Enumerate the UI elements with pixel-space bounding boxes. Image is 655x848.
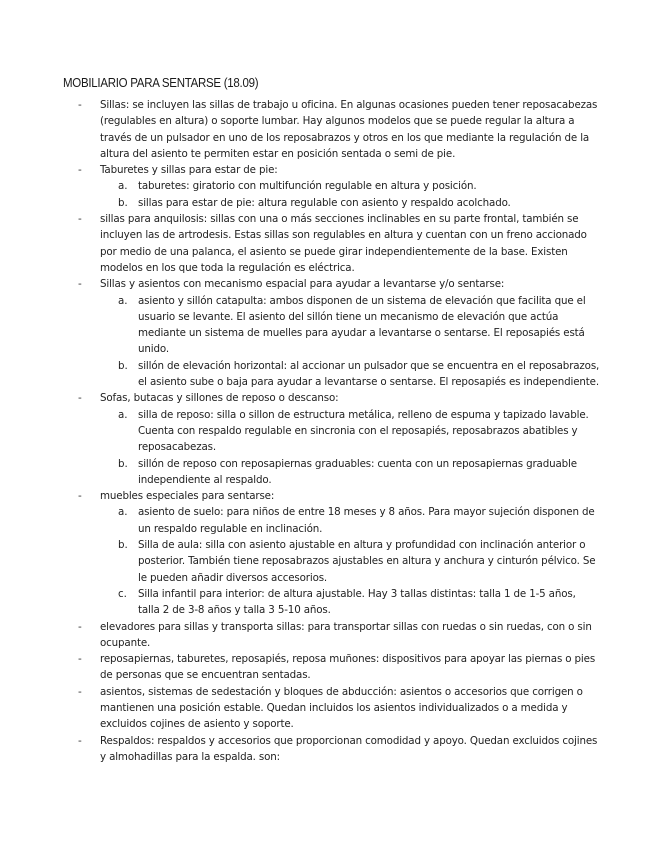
sub-list-item-text: sillón de reposo con reposapiernas graduables: cuenta con un reposapiernas graduable independiente al respaldo. <box>138 457 577 486</box>
sub-list-item <box>0 456 655 489</box>
sub-list-item <box>0 358 655 391</box>
list-item <box>0 733 655 766</box>
sub-list-item <box>0 178 655 194</box>
bullet-marker: - <box>78 392 82 405</box>
bullet-marker: - <box>78 685 82 698</box>
sub-list-item <box>0 504 655 537</box>
sub-list-item-text: Silla de aula: silla con asiento ajustable en altura y profundidad con inclinación anterior o posterior. También tiene reposabrazos ajustables en altura y anchura y cinturón pélvico. Se le pueden añadir diversos accesorios. <box>138 539 596 584</box>
list-item <box>0 684 655 733</box>
sub-list-marker: a. <box>118 506 128 519</box>
bullet-marker: - <box>78 620 82 633</box>
bullet-marker: - <box>78 490 82 503</box>
document-title: MOBILIARIO PARA SENTARSE (18.09) <box>63 76 259 90</box>
sub-list-item-text: silla de reposo: silla o sillon de estructura metálica, relleno de espuma y tapizado lavable. Cuenta con respaldo regulable en sincronia con el reposapiés, reposabrazos abatibles y reposacabezas. <box>138 408 589 454</box>
sub-list-marker: b. <box>118 457 128 470</box>
list-item <box>0 488 655 504</box>
sub-list-item-text: sillón de elevación horizontal: al accionar un pulsador que se encuentra en el reposabrazos, el asiento sube o baja para ayudar a levantarse o sentarse. El reposapiés es independiente. <box>138 359 600 389</box>
list-item <box>0 97 655 162</box>
sub-list-item <box>0 537 655 586</box>
sub-list-marker: b. <box>118 359 128 372</box>
list-item <box>0 619 655 652</box>
bullet-marker: - <box>78 213 82 226</box>
list-item <box>0 162 655 178</box>
list-item <box>0 211 655 276</box>
list-item-text: sillas para anquilosis: sillas con una o más secciones inclinables en su parte frontal, también se incluyen las de artrodesis. Estas sillas son regulables en altura y cuentan con un freno accionado por medio de una palanca, el asiento se puede girar independientemente de la base. Existen modelos en los que toda la regulación es eléctrica. <box>100 213 587 274</box>
list-item-text: Respaldos: respaldos y accesorios que proporcionan comodidad y apoyo. Quedan excluidos cojines y almohadillas para la espalda. son: <box>100 734 598 763</box>
sub-list-item-text: taburetes: giratorio con multifunción regulable en altura y posición. <box>138 180 477 193</box>
list-item <box>0 276 655 292</box>
sub-list-item <box>0 407 655 456</box>
list-item-text: Sillas y asientos con mecanismo espacial para ayudar a levantarse y/o sentarse: <box>100 278 505 291</box>
bullet-list <box>0 97 655 765</box>
bullet-marker: - <box>78 164 82 177</box>
list-item-text: Taburetes y sillas para estar de pie: <box>100 164 278 177</box>
list-item-text: Sillas: se incluyen las sillas de trabajo u oficina. En algunas ocasiones pueden tener reposacabezas (regulables en altura) o soporte lumbar. Hay algunos modelos que se puede regular la altura a través de un pulsador en uno de los reposabrazos y otros en los que mediante la regulación de la altura del asiento te permiten estar en posición sentada o semi de pie. <box>100 99 598 160</box>
sub-list-item <box>0 293 655 358</box>
bullet-marker: - <box>78 734 82 747</box>
sub-list-item-text: asiento de suelo: para niños de entre 18 meses y 8 años. Para mayor sujeción disponen de un respaldo regulable en inclinación. <box>138 506 595 535</box>
list-item <box>0 390 655 406</box>
sub-list-marker: b. <box>118 196 128 209</box>
sub-list-marker: a. <box>118 294 128 307</box>
list-item-text: asientos, sistemas de sedestación y bloques de abducción: asientos o accesorios que corrigen o mantienen una posición estable. Quedan incluidos los asientos individualizados o a medida y excluidos cojines de asiento y soporte. <box>100 685 583 731</box>
bullet-marker: - <box>78 653 82 666</box>
sub-list-marker: b. <box>118 539 128 552</box>
sub-list-item-text: sillas para estar de pie: altura regulable con asiento y respaldo acolchado. <box>138 196 511 209</box>
bullet-marker: - <box>78 99 82 111</box>
sub-list-item-text: Silla infantil para interior: de altura ajustable. Hay 3 tallas distintas: talla 1 de 1-5 años, talla 2 de 3-8 años y talla 3 5-10 años. <box>138 587 576 617</box>
sub-list-item-text: asiento y sillón catapulta: ambos disponen de un sistema de elevación que facilita que el usuario se levante. El asiento del sillón tiene un mecanismo de elevación que actúa mediante un sistema de muelles para ayudar a levantarse o sentarse. El reposapiés está unido. <box>138 294 586 356</box>
list-item-text: elevadores para sillas y transporta sillas: para transportar sillas con ruedas o sin ruedas, con o sin ocupante. <box>100 620 592 649</box>
bullet-marker: - <box>78 278 82 291</box>
sub-list-marker: c. <box>118 587 127 600</box>
list-item-text: Sofas, butacas y sillones de reposo o descanso: <box>100 392 339 405</box>
list-item-text: reposapiernas, taburetes, reposapiés, reposa muñones: dispositivos para apoyar las piernas o pies de personas que se encuentran sentadas. <box>100 653 596 682</box>
sub-list-marker: a. <box>118 180 128 193</box>
sub-list-marker: a. <box>118 408 128 421</box>
list-item <box>0 651 655 684</box>
sub-list-item <box>0 586 655 619</box>
list-item-text: muebles especiales para sentarse: <box>100 490 275 503</box>
sub-list-item <box>0 195 655 211</box>
